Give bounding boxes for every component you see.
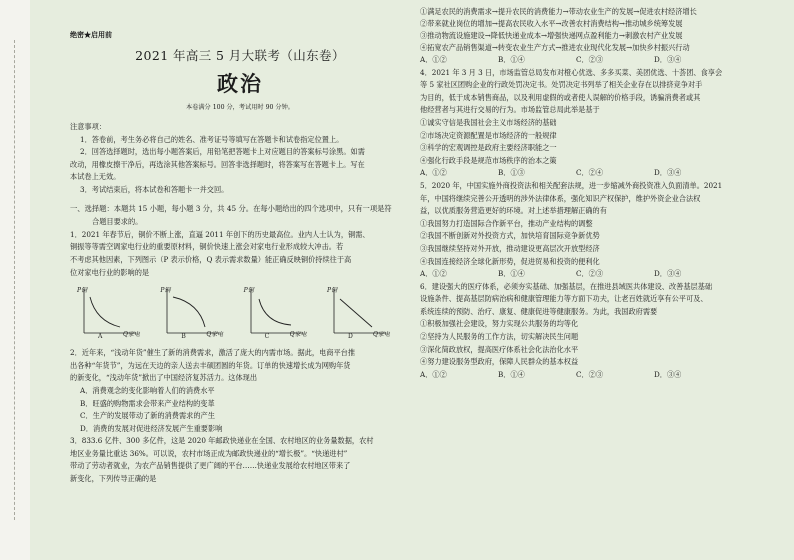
- q5-option-d[interactable]: D．③④: [654, 269, 682, 279]
- q3-option-d[interactable]: D．③④: [654, 55, 682, 64]
- q4-options: [420, 167, 782, 180]
- q4-text: 他经营者与其进行交易的行为。市场监管总局此举是基于: [420, 105, 600, 115]
- q5-option-c[interactable]: C．②③: [576, 269, 604, 279]
- secret-mark: 绝密★启用前: [70, 30, 112, 39]
- exam-title: 2021 年高三 5 月大联考（山东卷）: [135, 48, 345, 63]
- q4-item: ②市场决定资源配置是市场经济的一般规律: [420, 130, 557, 140]
- q3-option-c[interactable]: C．②③: [576, 55, 604, 64]
- score-note: 本卷满分 100 分，考试用时 90 分钟。: [186, 104, 294, 111]
- q1-chart-b-label: B: [181, 333, 186, 341]
- binding-strip: [0, 0, 30, 560]
- q4-item: ④强化行政手段是规范市场秩序的治本之策: [420, 155, 557, 165]
- q2-text: 的新变化，“浅动年货”掀出了中国经济复苏活力。这体现出: [70, 373, 258, 383]
- q4-option-b[interactable]: B．①③: [498, 168, 525, 178]
- q4-item: ①诚实守信是我国社会主义市场经济的基础: [420, 117, 557, 127]
- q2-option-c[interactable]: C．生产的发展带动了新的消费需求的产生: [80, 411, 215, 421]
- q3-options: [420, 54, 782, 67]
- q3-option-b[interactable]: B．①④: [498, 55, 525, 64]
- instruction-line: 1．答卷前，考生务必将自己的姓名、准考证号等填写在答题卡和试卷指定位置上。: [80, 134, 344, 144]
- q6-text: 设施条件、提高基层防病治病和健康管理能力等方面下功夫，让老百姓就近享有公平可及、: [420, 294, 708, 304]
- q1-chart-b[interactable]: [159, 285, 225, 341]
- q1-text: 不考虑其他因素，下列图示（P 表示价格，Q 表示需求数量）能正确反映铜价持续往于高: [70, 254, 352, 264]
- q5-options: [420, 268, 782, 281]
- q6-options: [420, 369, 782, 382]
- q1-chart-c-label: C: [264, 333, 270, 341]
- q1-chart-a-p: P铜: [77, 287, 88, 295]
- q1-text: 铜振等等需空调家电行业的重要原材料，铜价快速上涨会对家电行业形成较大冲击。若: [70, 242, 344, 252]
- instruction-line: 2．回答选择题时，选出每小题答案后，用铅笔把答题卡上对应题目的答案标号涂黑。如需: [80, 147, 365, 157]
- q2-option-a[interactable]: A．消费观念的变化影响着人们的消费水平: [80, 385, 215, 395]
- q3-option-a[interactable]: A．①②: [420, 55, 447, 64]
- q1-chart-b-q: Q家电: [206, 331, 224, 339]
- q6-item: ③深化简政放权，提高医疗体系社会化法治化水平: [420, 344, 579, 354]
- q2-text: 2．近年来，“浅动年货”催生了新的消费需求，激活了庞大的内需市场。据此，电商平台推: [70, 348, 356, 358]
- q5-item: ①我国努力打造国际合作新平台，推动产业结构的调整: [420, 218, 593, 228]
- q6-text: 系统连续的预防、治疗、康复、健康促进等健康服务。为此，我国政府需要: [420, 306, 658, 316]
- q5-text: 年，中国将继续完善公开透明的涉外法律体系，强化知识产权保护，维护外资企业合法权: [420, 193, 701, 203]
- q5-text: 5．2020 年，中国实施外商投资法和相关配套法规，进一步缩减外商投资准入负面清单。2021: [420, 180, 723, 190]
- instruction-line: 改动，用橡皮擦干净后，再选涂其他答案标号。回答非选择题时，将答案写在答题卡上。写在: [70, 159, 365, 169]
- q1-chart-d-q: Q家电: [372, 331, 390, 339]
- instruction-line: 3．考试结束后，将本试卷和答题卡一并交回。: [80, 184, 229, 194]
- q1-charts: [76, 285, 392, 341]
- q1-chart-a-q: Q家电: [123, 331, 140, 339]
- q2-option-d[interactable]: D．消费的发展对促进经济发展产生重要影响: [80, 423, 223, 433]
- q4-option-a[interactable]: A．①②: [420, 168, 447, 178]
- q1-chart-d-label: D: [347, 333, 353, 341]
- q1-chart-a[interactable]: [76, 285, 142, 341]
- q2-option-b[interactable]: B．旺盛的购物需求会带来产业结构的变革: [80, 398, 215, 408]
- q2-text: 出各种“年货节”，为远在天边的亲人送去丰硕团圆的年货。订单的快速增长成为网购年货: [70, 360, 351, 370]
- q6-option-b[interactable]: B．①④: [498, 369, 525, 379]
- q3-text: 地区业务量比重达 36%。可以说，农村市场正成为邮政快递业的“增长极”。“快递进村”: [70, 448, 348, 458]
- q3-item: ③推动物流设施建设→降低快递业成本→增强快递网点盈利能力→刺激农村产业发展: [420, 31, 683, 40]
- q1-chart-c-p: P铜: [243, 287, 254, 295]
- q1-chart-d[interactable]: [326, 285, 392, 341]
- q3-text: 3．833.6 亿件、300 多亿件，这是 2020 年邮政快递业在全国、农村地区的业务量数据，农村: [70, 436, 374, 446]
- q1-chart-d-p: P铜: [326, 287, 338, 295]
- q4-item: ③科学的宏观调控是政府主要经济职能之一: [420, 143, 557, 153]
- q5-item: ②我国不断创新对外投资方式，加快培育国际竞争新优势: [420, 231, 600, 241]
- q5-option-a[interactable]: A．①②: [420, 269, 447, 279]
- q3-text: 带动了劳动者就业，为农产品销售提供了更广阔的平台……快递业发展给农村地区带来了: [70, 461, 351, 471]
- instructions-heading: 注意事项：: [70, 122, 106, 131]
- q6-text: 6．建设强大的医疗体系，必须夯实基础、加强基层，在推进县域医共体建设、改善基层基础: [420, 281, 713, 291]
- q5-item: ④我国连接经济全球化新形势，促进贸易和投资的便利化: [420, 256, 600, 266]
- instruction-line: 本试卷上无效。: [70, 172, 121, 182]
- q6-item: ④努力建设服务型政府，保障人民群众的基本权益: [420, 357, 579, 367]
- right-column: [420, 6, 782, 381]
- q1-chart-c-q: Q家电: [289, 331, 307, 339]
- q3-item: ②带来就业岗位的增加→提高农民收入水平→改善农村消费结构→推动城乡统筹发展: [420, 19, 683, 28]
- q4-text: 4．2021 年 3 月 3 日，市场监管总局发布对橙心优选、多多买菜、美团优选、十荟团、食享会: [420, 67, 723, 77]
- q6-option-c[interactable]: C．②③: [576, 369, 604, 379]
- q1-chart-b-p: P铜: [160, 287, 171, 295]
- q4-option-d[interactable]: D．③④: [654, 168, 682, 178]
- binding-dashed-line: [14, 40, 15, 520]
- q4-text: 为目的，低于成本销售商品，以及利用虚假的或者使人误解的价格手段，诱骗消费者或其: [420, 92, 701, 102]
- left-column: [70, 30, 410, 486]
- q1-chart-a-label: A: [98, 333, 103, 341]
- q1-chart-c[interactable]: [243, 285, 309, 341]
- q6-option-d[interactable]: D．③④: [654, 369, 682, 379]
- q3-item: ④拓宽农产品销售渠道→转变农业生产方式→推进农业现代化发展→加快乡村振兴行动: [420, 43, 690, 52]
- q3-item: ①满足农民的消费需求→提升农民的消费能力→带动农业生产的发展→促进农村经济增长: [420, 7, 697, 16]
- q1-text: 1．2021 年春节后，铜价不断上涨，直逼 2011 年创下的历史最高位。业内人士认为，铜需、: [70, 229, 370, 239]
- q6-item: ①积极加强社会建设，努力实现公共服务的均等化: [420, 319, 579, 329]
- section-heading-cont: 合题目要求的。: [92, 217, 143, 227]
- subject-title: 政治: [217, 71, 263, 96]
- q6-item: ②坚持为人民服务的工作方法，切实解决民生问题: [420, 332, 579, 342]
- section-heading: 一、选择题：本题共 15 小题，每小题 3 分，共 45 分。在每小题给出的四个选项中，只有一项是符: [70, 203, 392, 213]
- q1-text: 位对家电行业的影响的是: [70, 267, 150, 277]
- q4-text: 等 5 家社区团购企业的行政处罚决定书。处罚决定书列举了相关企业存在以排挤竞争对手: [420, 80, 703, 90]
- q3-text: 新变化，下列传导正确的是: [70, 474, 157, 484]
- q5-text: 益，以优质服务营造更好的环境。对上述举措理解正确的有: [420, 206, 607, 216]
- q6-option-a[interactable]: A．①②: [420, 369, 447, 379]
- q5-option-b[interactable]: B．①④: [498, 269, 525, 279]
- q5-item: ③我国继续坚持对外开放，推动建设更高层次开放型经济: [420, 243, 600, 253]
- q4-option-c[interactable]: C．②④: [576, 168, 604, 178]
